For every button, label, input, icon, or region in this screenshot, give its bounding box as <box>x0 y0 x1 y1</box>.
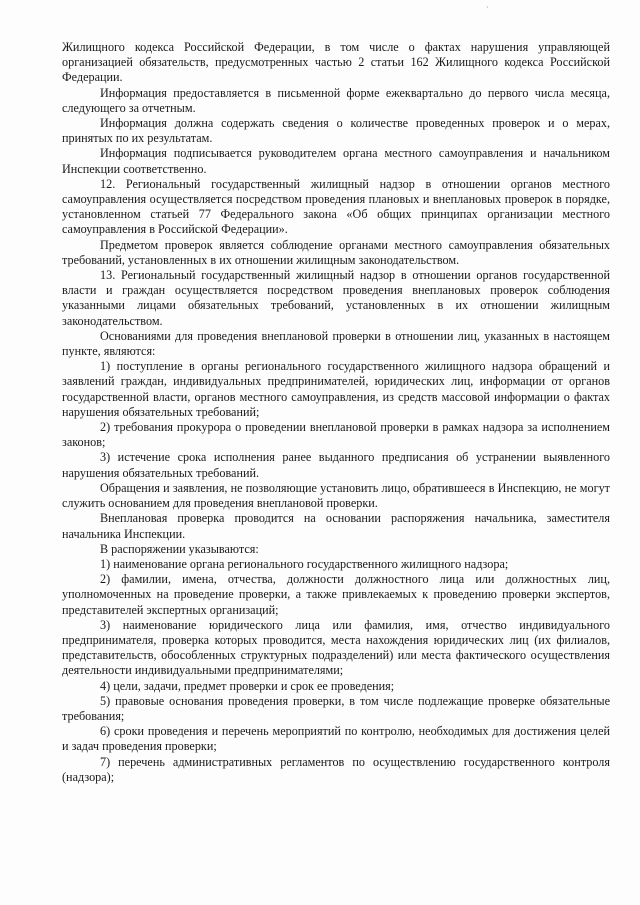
page-mark: · <box>486 3 489 12</box>
paragraph: Обращения и заявления, не позволяющие установить лицо, обратившееся в Инспекцию, не могут служить основанием для проведения внеплановой проверки. <box>62 480 610 511</box>
list-item: 2) фамилии, имена, отчества, должности должностного лица или должностных лиц, уполномоченных на проведение проверки, а также привлекаемых к проведению проверки экспертов, представителей экспертных организаций; <box>62 572 610 617</box>
paragraph: В распоряжении указываются: <box>100 541 259 556</box>
list-item: 2) требования прокурора о проведении внеплановой проверки в рамках надзора за исполнением законов; <box>62 420 610 450</box>
paragraph: Информация подписывается руководителем органа местного самоуправления и начальником Инспекции соответственно. <box>62 146 610 176</box>
list-item: 3) наименование юридического лица или фамилия, имя, отчество индивидуального предпринимателя, проверка которых проводится, места нахождения юридических лиц (их филиалов, представительств, обособленных структурных подразделений) или места фактического осуществления деятельности индивидуальными предпринимателями; <box>62 617 610 678</box>
paragraph: Информация должна содержать сведения о количестве проведенных проверок и о мерах, принятых по их результатам. <box>62 116 610 146</box>
list-item: 1) поступление в органы регионального государственного жилищного надзора обращений и заявлений граждан, индивидуальных предпринимателей, юридических лиц, информации от органов государственной власти, органов местного самоуправления, из средств массовой информации о фактах нарушения обязательных требований; <box>62 359 610 419</box>
list-item: 4) цели, задачи, предмет проверки и срок ее проведения; <box>100 678 395 693</box>
list-item: 7) перечень административных регламентов по осуществлению государственного контроля (надзора); <box>62 754 610 784</box>
list-item: 1) наименование органа регионального государственного жилищного надзора; <box>100 556 509 571</box>
list-item: 5) правовые основания проведения проверки, в том числе подлежащие проверке обязательные требования; <box>62 693 610 723</box>
list-item: 6) сроки проведения и перечень мероприятий по контролю, необходимых для достижения целей и задач проведения проверки; <box>62 724 610 754</box>
document-body <box>62 40 610 785</box>
paragraph: 12. Региональный государственный жилищный надзор в отношении органов местного самоуправления осуществляется посредством проведения плановых и внеплановых проверок в порядке, установленном статьей 77 Федерального закона «Об общих принципах организации местного самоуправления в Российской Федерации». <box>62 176 610 237</box>
paragraph: Внеплановая проверка проводится на основании распоряжения начальника, заместителя начальника Инспекции. <box>62 511 610 541</box>
list-item: 3) истечение срока исполнения ранее выданного предписания об устранении выявленного нарушения обязательных требований. <box>62 450 610 480</box>
paragraph: Жилищного кодекса Российской Федерации, в том числе о фактах нарушения управляющей организацией обязательств, предусмотренных частью 2 статьи 162 Жилищного кодекса Российской Федерации. <box>62 40 610 85</box>
paragraph: 13. Региональный государственный жилищный надзор в отношении органов государственной власти и граждан осуществляется посредством проведения внеплановых проверок соблюдения указанными лицами обязательных требований, установленных в их отношении жилищным законодательством. <box>62 268 610 328</box>
paragraph: Информация предоставляется в письменной форме ежеквартально до первого числа месяца, следующего за отчетным. <box>62 85 610 115</box>
paragraph: Предметом проверок является соблюдение органами местного самоуправления обязательных требований, установленных в их отношении жилищным законодательством. <box>62 237 610 267</box>
paragraph: Основаниями для проведения внеплановой проверки в отношении лиц, указанных в настоящем пункте, являются: <box>62 328 610 359</box>
